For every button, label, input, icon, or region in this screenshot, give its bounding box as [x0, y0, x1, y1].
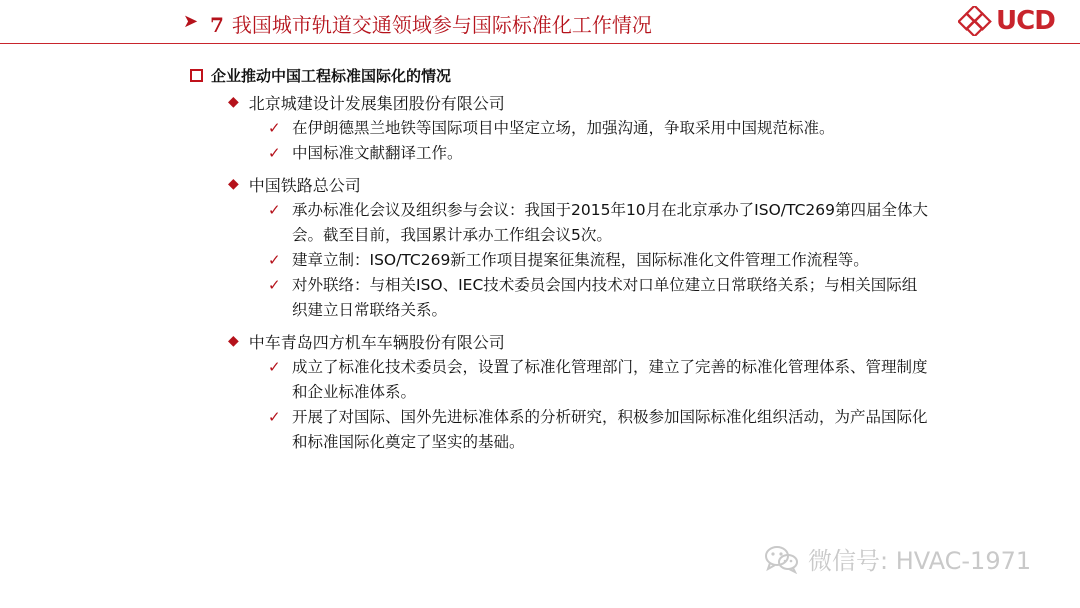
title-arrow-icon: ➤: [183, 11, 199, 32]
check-bullet-icon: ✓: [268, 201, 281, 219]
item-text: 建章立制：ISO/TC269新工作项目提案征集流程，国际标准化文件管理工作流程等。: [292, 251, 869, 269]
company-heading: [228, 327, 950, 355]
company-heading: [228, 88, 950, 116]
company-name: 中国铁路总公司: [248, 175, 361, 195]
title-number: 7: [210, 13, 224, 37]
item-text: 成立了标准化技术委员会，设置了标准化管理部门，建立了完善的标准化管理体系、管理制度和企业标准体系。: [292, 358, 928, 401]
list-item: [268, 248, 950, 273]
check-bullet-icon: ✓: [268, 144, 281, 162]
list-item: [268, 273, 950, 323]
wechat-watermark: [764, 541, 1031, 576]
company-name: 中车青岛四方机车车辆股份有限公司: [248, 332, 505, 352]
section-heading: [190, 62, 950, 88]
section-title: 企业推动中国工程标准国际化的情况: [211, 66, 452, 85]
company-name: 北京城建设计发展集团股份有限公司: [248, 93, 505, 113]
check-bullet-icon: ✓: [268, 408, 281, 426]
item-text: 开展了对国际、国外先进标准体系的分析研究，积极参加国际标准化组织活动，为产品国际化和标准国际化奠定了坚实的基础。: [292, 408, 928, 451]
company-heading: [228, 170, 950, 198]
header-divider: [0, 43, 1080, 44]
item-text: 在伊朗德黑兰地铁等国际项目中坚定立场，加强沟通，争取采用中国规范标准。: [292, 119, 835, 137]
item-text: 对外联络：与相关ISO、IEC技术委员会国内技术对口单位建立日常联络关系；与相关国际组织建立日常联络关系。: [292, 276, 918, 319]
slide-header: [0, 0, 1080, 46]
list-item: [268, 198, 950, 248]
square-bullet-icon: [190, 69, 203, 82]
list-item: [268, 405, 950, 455]
title-label: 我国城市轨道交通领域参与国际标准化工作情况: [231, 13, 652, 37]
ucd-logo: [958, 6, 1074, 38]
list-item: [268, 141, 950, 166]
diamond-bullet-icon: ◆: [228, 94, 239, 110]
logo-mark-icon: [958, 6, 992, 36]
check-bullet-icon: ✓: [268, 276, 281, 294]
diamond-bullet-icon: ◆: [228, 176, 239, 192]
check-bullet-icon: ✓: [268, 119, 281, 137]
item-text: 中国标准文献翻译工作。: [292, 144, 463, 162]
item-text: 承办标准化会议及组织参与会议：我国于2015年10月在北京承办了ISO/TC269第四届全体大会。截至目前，我国累计承办工作组会议5次。: [292, 201, 928, 244]
watermark-text: 微信号: HVAC-1971: [808, 547, 1032, 575]
slide-title: [210, 9, 652, 38]
wechat-icon: [764, 544, 800, 574]
list-item: [268, 116, 950, 141]
logo-text: UCD: [996, 6, 1055, 36]
diamond-bullet-icon: ◆: [228, 333, 239, 349]
check-bullet-icon: ✓: [268, 358, 281, 376]
check-bullet-icon: ✓: [268, 251, 281, 269]
slide-content: [190, 62, 950, 455]
list-item: [268, 355, 950, 405]
